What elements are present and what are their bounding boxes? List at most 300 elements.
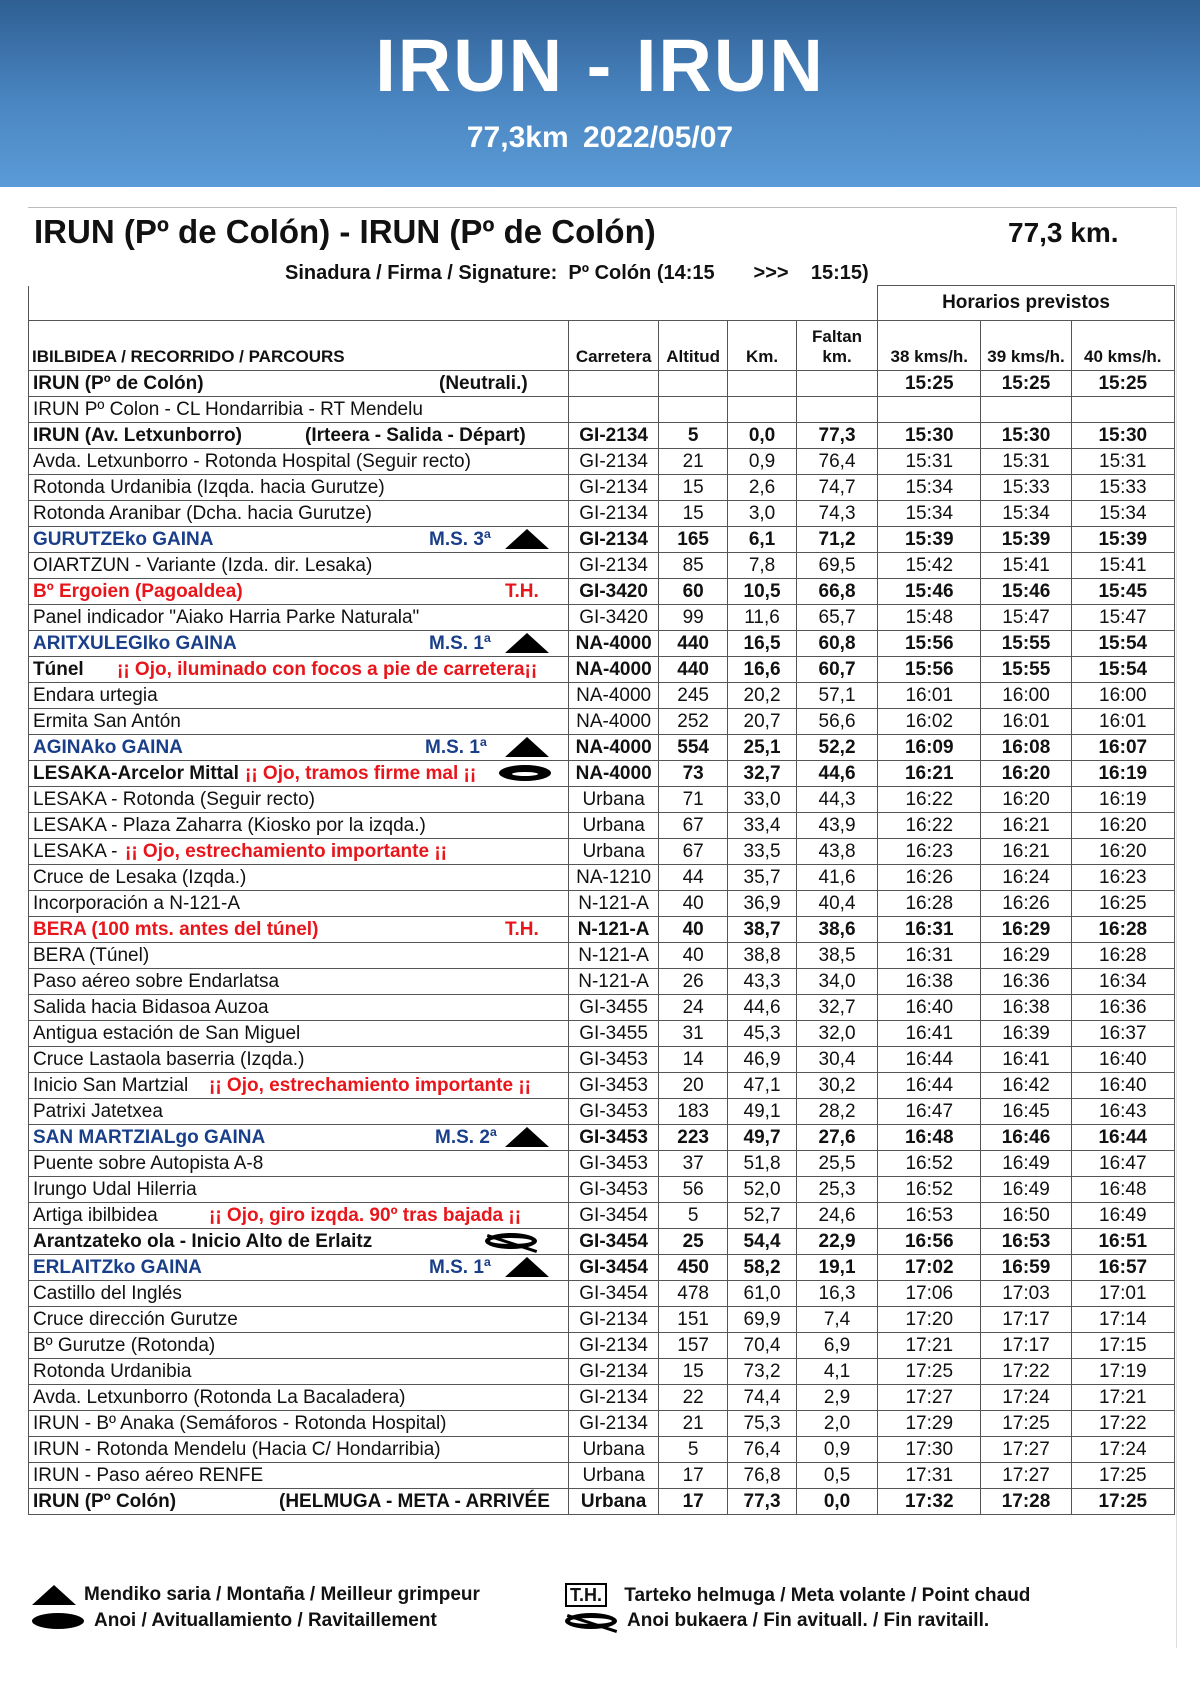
time-38-cell: 16:26 (878, 865, 981, 891)
altitude-cell: 31 (659, 1021, 728, 1047)
route-point-name: IRUN - Rotonda Mendelu (Hacia C/ Hondarribia) (33, 1439, 441, 1460)
route-point-cell (29, 475, 569, 501)
km-cell: 73,2 (728, 1359, 797, 1385)
route-column-header: IBILBIDEA / RECORRIDO / PARCOURS (29, 321, 569, 371)
route-point-name: Incorporación a N-121-A (33, 893, 240, 914)
table-row (29, 1307, 1175, 1333)
road-cell: GI-3420 (569, 605, 659, 631)
road-cell: GI-2134 (569, 553, 659, 579)
altitude-cell: 85 (659, 553, 728, 579)
route-point-cell (29, 995, 569, 1021)
route-point-cell (29, 579, 569, 605)
km-cell: 45,3 (728, 1021, 797, 1047)
mountain-triangle-icon (32, 1585, 76, 1605)
km-cell: 51,8 (728, 1151, 797, 1177)
speed-40-header: 40 kms/h. (1071, 321, 1174, 371)
time-40-cell: 15:39 (1071, 527, 1174, 553)
time-38-cell: 16:52 (878, 1177, 981, 1203)
table-row (29, 1281, 1175, 1307)
time-38-cell: 15:39 (878, 527, 981, 553)
route-point-cell (29, 787, 569, 813)
altitude-cell: 40 (659, 917, 728, 943)
remaining-km-cell: 71,2 (796, 527, 877, 553)
km-cell: 6,1 (728, 527, 797, 553)
route-point-cell (29, 813, 569, 839)
time-40-cell: 16:28 (1071, 917, 1174, 943)
time-40-cell: 16:19 (1071, 787, 1174, 813)
time-38-cell: 17:21 (878, 1333, 981, 1359)
time-40-cell: 16:20 (1071, 813, 1174, 839)
route-point-name: Rotonda Aranibar (Dcha. hacia Gurutze) (33, 503, 373, 524)
time-39-cell: 16:29 (981, 943, 1071, 969)
km-cell: 52,7 (728, 1203, 797, 1229)
route-point-name: SAN MARTZIALgo GAINA (33, 1127, 266, 1148)
table-row (29, 1359, 1175, 1385)
altitude-cell: 60 (659, 579, 728, 605)
sprint-box-icon: T.H. (565, 1583, 607, 1607)
road-cell: GI-2134 (569, 501, 659, 527)
time-38-cell: 17:29 (878, 1411, 981, 1437)
road-cell: GI-2134 (569, 1307, 659, 1333)
remaining-km-cell: 65,7 (796, 605, 877, 631)
table-row (29, 1489, 1175, 1515)
altitude-cell: 56 (659, 1177, 728, 1203)
road-cell: GI-3455 (569, 1021, 659, 1047)
time-39-cell: 16:24 (981, 865, 1071, 891)
route-point-name: LESAKA-Arcelor Mittal (33, 763, 239, 784)
table-row (29, 891, 1175, 917)
route-point-note: (Neutrali.) (439, 373, 528, 394)
time-40-cell: 15:54 (1071, 657, 1174, 683)
road-cell: GI-3453 (569, 1177, 659, 1203)
altitude-cell: 14 (659, 1047, 728, 1073)
table-row (29, 1333, 1175, 1359)
time-40-cell: 16:20 (1071, 839, 1174, 865)
time-38-cell: 16:21 (878, 761, 981, 787)
remaining-km-cell: 74,3 (796, 501, 877, 527)
route-point-name: Cruce Lastaola baserria (Izqda.) (33, 1049, 305, 1070)
time-38-cell: 15:25 (878, 371, 981, 397)
time-39-cell: 16:20 (981, 787, 1071, 813)
route-point-cell (29, 1385, 569, 1411)
signature-line (285, 260, 869, 286)
table-row (29, 1437, 1175, 1463)
altitude-cell: 17 (659, 1489, 728, 1515)
time-38-cell: 17:27 (878, 1385, 981, 1411)
route-point-name: IRUN (Pº Colón) (33, 1491, 177, 1512)
time-39-cell: 15:31 (981, 449, 1071, 475)
table-row (29, 1463, 1175, 1489)
time-38-cell: 17:32 (878, 1489, 981, 1515)
remaining-km-cell: 74,7 (796, 475, 877, 501)
remaining-km-cell: 30,2 (796, 1073, 877, 1099)
road-cell: NA-4000 (569, 631, 659, 657)
time-40-cell: 15:33 (1071, 475, 1174, 501)
time-40-cell: 15:31 (1071, 449, 1174, 475)
speed-39-header: 39 kms/h. (981, 321, 1071, 371)
route-point-cell (29, 1229, 569, 1255)
road-cell: GI-2134 (569, 1359, 659, 1385)
time-39-cell: 16:53 (981, 1229, 1071, 1255)
table-row (29, 969, 1175, 995)
route-point-note: M.S. 1ª (425, 737, 487, 758)
time-40-cell: 16:23 (1071, 865, 1174, 891)
route-point-name: Cruce de Lesaka (Izqda.) (33, 867, 247, 888)
route-point-name: Patrixi Jatetxea (33, 1101, 163, 1122)
time-39-cell: 16:21 (981, 839, 1071, 865)
time-39-cell: 17:17 (981, 1333, 1071, 1359)
time-38-cell: 17:06 (878, 1281, 981, 1307)
legend-feed-end-label: Anoi bukaera / Fin avituall. / Fin ravitaill. (627, 1610, 990, 1631)
timetable-body (29, 371, 1175, 1515)
remaining-km-cell: 76,4 (796, 449, 877, 475)
road-cell: NA-4000 (569, 735, 659, 761)
time-39-cell: 16:49 (981, 1177, 1071, 1203)
km-cell: 33,5 (728, 839, 797, 865)
km-cell: 77,3 (728, 1489, 797, 1515)
remaining-km-cell: 6,9 (796, 1333, 877, 1359)
altitude-cell: 440 (659, 631, 728, 657)
table-row (29, 1125, 1175, 1151)
km-cell: 35,7 (728, 865, 797, 891)
legend-sprint (565, 1583, 1030, 1608)
time-38-cell: 17:20 (878, 1307, 981, 1333)
time-40-cell: 16:34 (1071, 969, 1174, 995)
route-point-cell (29, 1021, 569, 1047)
time-38-cell: 17:31 (878, 1463, 981, 1489)
remaining-km-cell: 66,8 (796, 579, 877, 605)
road-cell: GI-2134 (569, 527, 659, 553)
route-point-note: ¡¡ Ojo, tramos firme mal ¡¡ (245, 763, 477, 784)
time-38-cell: 16:09 (878, 735, 981, 761)
altitude-cell: 165 (659, 527, 728, 553)
route-point-name: Antigua estación de San Miguel (33, 1023, 301, 1044)
route-point-name: Rotonda Urdanibia (Izqda. hacia Gurutze) (33, 477, 385, 498)
route-point-name: Puente sobre Autopista A-8 (33, 1153, 264, 1174)
table-row (29, 1047, 1175, 1073)
km-cell: 75,3 (728, 1411, 797, 1437)
road-cell: N-121-A (569, 891, 659, 917)
altitude-cell: 5 (659, 1437, 728, 1463)
time-40-cell: 15:25 (1071, 371, 1174, 397)
time-40-cell: 17:24 (1071, 1437, 1174, 1463)
time-40-cell: 17:01 (1071, 1281, 1174, 1307)
time-39-cell: 16:20 (981, 761, 1071, 787)
header-banner (0, 0, 1200, 187)
timetable (28, 285, 1175, 1515)
route-point-cell (29, 397, 569, 423)
signature-place: Pº Colón (14:15 (568, 262, 715, 284)
altitude-cell: 5 (659, 1203, 728, 1229)
altitude-cell: 99 (659, 605, 728, 631)
remaining-column-header: Faltan km. (796, 321, 877, 371)
km-cell: 49,1 (728, 1099, 797, 1125)
km-cell: 2,6 (728, 475, 797, 501)
time-39-cell: 15:33 (981, 475, 1071, 501)
km-cell: 3,0 (728, 501, 797, 527)
remaining-km-cell: 22,9 (796, 1229, 877, 1255)
route-point-cell (29, 1333, 569, 1359)
road-cell: GI-2134 (569, 423, 659, 449)
route-point-cell (29, 1359, 569, 1385)
route-point-name: Paso aéreo sobre Endarlatsa (33, 971, 280, 992)
time-38-cell: 16:31 (878, 917, 981, 943)
route-point-cell (29, 501, 569, 527)
altitude-cell: 478 (659, 1281, 728, 1307)
route-point-note: T.H. (505, 919, 539, 940)
route-point-cell (29, 1151, 569, 1177)
altitude-column-header: Altitud (659, 321, 728, 371)
table-row (29, 501, 1175, 527)
road-cell: GI-3454 (569, 1255, 659, 1281)
forecast-header: Horarios previstos (878, 286, 1175, 321)
route-point-name: Cruce dirección Gurutze (33, 1309, 238, 1330)
altitude-cell: 26 (659, 969, 728, 995)
legend-sprint-label: Tarteko helmuga / Meta volante / Point chaud (624, 1585, 1031, 1606)
route-point-cell (29, 839, 569, 865)
table-row (29, 449, 1175, 475)
table-row (29, 813, 1175, 839)
speed-38-header: 38 kms/h. (878, 321, 981, 371)
time-39-cell: 15:34 (981, 501, 1071, 527)
altitude-cell: 40 (659, 943, 728, 969)
time-39-cell: 16:41 (981, 1047, 1071, 1073)
mountain-triangle-icon (505, 633, 549, 653)
route-point-name: Arantzateko ola - Inicio Alto de Erlaitz (33, 1231, 373, 1252)
table-row (29, 1203, 1175, 1229)
table-row (29, 605, 1175, 631)
km-cell: 76,8 (728, 1463, 797, 1489)
time-39-cell: 16:49 (981, 1151, 1071, 1177)
road-cell: GI-2134 (569, 1385, 659, 1411)
remaining-km-cell: 0,0 (796, 1489, 877, 1515)
altitude-cell: 21 (659, 449, 728, 475)
time-40-cell: 17:21 (1071, 1385, 1174, 1411)
table-row (29, 657, 1175, 683)
road-cell: Urbana (569, 1463, 659, 1489)
time-38-cell: 15:48 (878, 605, 981, 631)
route-point-cell (29, 553, 569, 579)
time-40-cell (1071, 397, 1174, 423)
route-point-cell (29, 735, 569, 761)
altitude-cell (659, 371, 728, 397)
remaining-km-cell: 28,2 (796, 1099, 877, 1125)
mountain-triangle-icon (505, 529, 549, 549)
table-row (29, 1229, 1175, 1255)
time-38-cell: 16:38 (878, 969, 981, 995)
time-38-cell: 16:44 (878, 1047, 981, 1073)
km-cell: 74,4 (728, 1385, 797, 1411)
remaining-km-cell: 2,9 (796, 1385, 877, 1411)
route-point-name: Endara urtegia (33, 685, 158, 706)
altitude-cell: 20 (659, 1073, 728, 1099)
time-40-cell: 16:37 (1071, 1021, 1174, 1047)
km-cell: 7,8 (728, 553, 797, 579)
remaining-km-cell: 52,2 (796, 735, 877, 761)
route-point-note: ¡¡ Ojo, estrechamiento importante ¡¡ (209, 1075, 531, 1096)
remaining-km-cell: 60,8 (796, 631, 877, 657)
altitude-cell: 223 (659, 1125, 728, 1151)
time-40-cell: 16:43 (1071, 1099, 1174, 1125)
route-point-name: IRUN Pº Colon - CL Hondarribia - RT Mendelu (33, 399, 423, 420)
time-38-cell: 16:23 (878, 839, 981, 865)
time-39-cell: 17:24 (981, 1385, 1071, 1411)
route-point-cell (29, 761, 569, 787)
table-row (29, 735, 1175, 761)
remaining-km-cell: 25,3 (796, 1177, 877, 1203)
time-39-cell: 15:25 (981, 371, 1071, 397)
route-point-cell (29, 1281, 569, 1307)
time-38-cell: 15:34 (878, 501, 981, 527)
route-point-note: T.H. (505, 581, 539, 602)
route-distance: 77,3 km. (1008, 217, 1119, 248)
altitude-cell: 71 (659, 787, 728, 813)
time-40-cell: 16:49 (1071, 1203, 1174, 1229)
route-point-name: OIARTZUN - Variante (Izda. dir. Lesaka) (33, 555, 373, 576)
table-row (29, 579, 1175, 605)
time-39-cell: 16:21 (981, 813, 1071, 839)
table-row (29, 787, 1175, 813)
road-cell: N-121-A (569, 917, 659, 943)
remaining-km-cell: 27,6 (796, 1125, 877, 1151)
route-point-cell (29, 1203, 569, 1229)
remaining-km-cell: 44,3 (796, 787, 877, 813)
route-point-note: ¡¡ Ojo, iluminado con focos a pie de carretera¡¡ (117, 659, 538, 680)
mountain-triangle-icon (505, 1127, 549, 1147)
route-point-cell (29, 917, 569, 943)
km-cell: 20,2 (728, 683, 797, 709)
time-39-cell: 17:03 (981, 1281, 1071, 1307)
time-40-cell: 16:25 (1071, 891, 1174, 917)
route-point-cell (29, 631, 569, 657)
time-39-cell: 15:55 (981, 657, 1071, 683)
route-point-name: AGINAko GAINA (33, 737, 183, 758)
road-cell (569, 371, 659, 397)
time-39-cell: 15:41 (981, 553, 1071, 579)
route-point-cell (29, 1073, 569, 1099)
remaining-km-cell: 40,4 (796, 891, 877, 917)
time-39-cell: 17:17 (981, 1307, 1071, 1333)
feed-end-icon (485, 1233, 537, 1249)
time-38-cell: 17:25 (878, 1359, 981, 1385)
altitude-cell: 73 (659, 761, 728, 787)
road-cell: N-121-A (569, 969, 659, 995)
route-point-name: Irungo Udal Hilerria (33, 1179, 197, 1200)
km-column-header: Km. (728, 321, 797, 371)
time-38-cell: 16:01 (878, 683, 981, 709)
remaining-km-cell: 38,6 (796, 917, 877, 943)
route-point-cell (29, 657, 569, 683)
time-39-cell: 15:46 (981, 579, 1071, 605)
road-cell: Urbana (569, 839, 659, 865)
km-cell: 25,1 (728, 735, 797, 761)
km-cell: 0,0 (728, 423, 797, 449)
table-row (29, 1021, 1175, 1047)
road-cell: Urbana (569, 787, 659, 813)
route-point-name: LESAKA - (33, 841, 118, 862)
km-cell (728, 397, 797, 423)
banner-title: IRUN - IRUN (375, 24, 825, 107)
time-38-cell: 15:56 (878, 631, 981, 657)
altitude-cell: 450 (659, 1255, 728, 1281)
time-38-cell: 15:34 (878, 475, 981, 501)
route-point-cell (29, 1437, 569, 1463)
time-38-cell: 16:56 (878, 1229, 981, 1255)
time-40-cell: 15:30 (1071, 423, 1174, 449)
table-row (29, 943, 1175, 969)
route-point-name: Avda. Letxunborro (Rotonda La Bacaladera) (33, 1387, 406, 1408)
route-point-name: ARITXULEGIko GAINA (33, 633, 237, 654)
road-cell: GI-2134 (569, 449, 659, 475)
time-38-cell: 16:52 (878, 1151, 981, 1177)
remaining-km-cell (796, 397, 877, 423)
route-point-name: IRUN - Bº Anaka (Semáforos - Rotonda Hospital) (33, 1413, 447, 1434)
time-39-cell: 17:27 (981, 1437, 1071, 1463)
route-point-cell (29, 1047, 569, 1073)
remaining-km-cell: 56,6 (796, 709, 877, 735)
altitude-cell: 22 (659, 1385, 728, 1411)
remaining-km-cell: 41,6 (796, 865, 877, 891)
time-40-cell: 16:47 (1071, 1151, 1174, 1177)
route-point-name: BERA (Túnel) (33, 945, 150, 966)
route-point-name: Inicio San Martzial (33, 1075, 189, 1096)
mountain-triangle-icon (505, 1257, 549, 1277)
altitude-cell: 67 (659, 839, 728, 865)
road-cell: GI-3454 (569, 1229, 659, 1255)
altitude-cell: 554 (659, 735, 728, 761)
time-39-cell: 17:22 (981, 1359, 1071, 1385)
time-40-cell: 16:01 (1071, 709, 1174, 735)
road-cell: NA-4000 (569, 683, 659, 709)
road-cell: Urbana (569, 1489, 659, 1515)
time-38-cell: 15:30 (878, 423, 981, 449)
remaining-km-cell (796, 371, 877, 397)
road-cell: NA-1210 (569, 865, 659, 891)
time-39-cell: 16:29 (981, 917, 1071, 943)
table-row (29, 839, 1175, 865)
remaining-km-cell: 57,1 (796, 683, 877, 709)
route-point-name: LESAKA - Rotonda (Seguir recto) (33, 789, 315, 810)
time-39-cell (981, 397, 1071, 423)
route-point-note: (Irteera - Salida - Départ) (305, 425, 526, 446)
signature-end: 15:15) (810, 262, 869, 284)
time-40-cell: 15:45 (1071, 579, 1174, 605)
time-39-cell: 15:55 (981, 631, 1071, 657)
remaining-km-cell: 43,9 (796, 813, 877, 839)
time-39-cell: 16:26 (981, 891, 1071, 917)
road-cell: GI-3454 (569, 1281, 659, 1307)
km-cell: 44,6 (728, 995, 797, 1021)
altitude-cell: 440 (659, 657, 728, 683)
time-40-cell: 17:25 (1071, 1463, 1174, 1489)
remaining-km-cell: 44,6 (796, 761, 877, 787)
legend-feed (32, 1609, 437, 1633)
remaining-km-cell: 16,3 (796, 1281, 877, 1307)
time-39-cell: 17:28 (981, 1489, 1071, 1515)
remaining-km-cell: 32,0 (796, 1021, 877, 1047)
km-cell: 46,9 (728, 1047, 797, 1073)
route-point-cell (29, 865, 569, 891)
route-point-name: Artiga ibilbidea (33, 1205, 158, 1226)
road-cell: GI-3453 (569, 1099, 659, 1125)
altitude-cell: 151 (659, 1307, 728, 1333)
time-40-cell: 15:34 (1071, 501, 1174, 527)
route-point-cell (29, 943, 569, 969)
time-39-cell: 15:39 (981, 527, 1071, 553)
altitude-cell: 44 (659, 865, 728, 891)
table-row (29, 527, 1175, 553)
km-cell: 33,0 (728, 787, 797, 813)
